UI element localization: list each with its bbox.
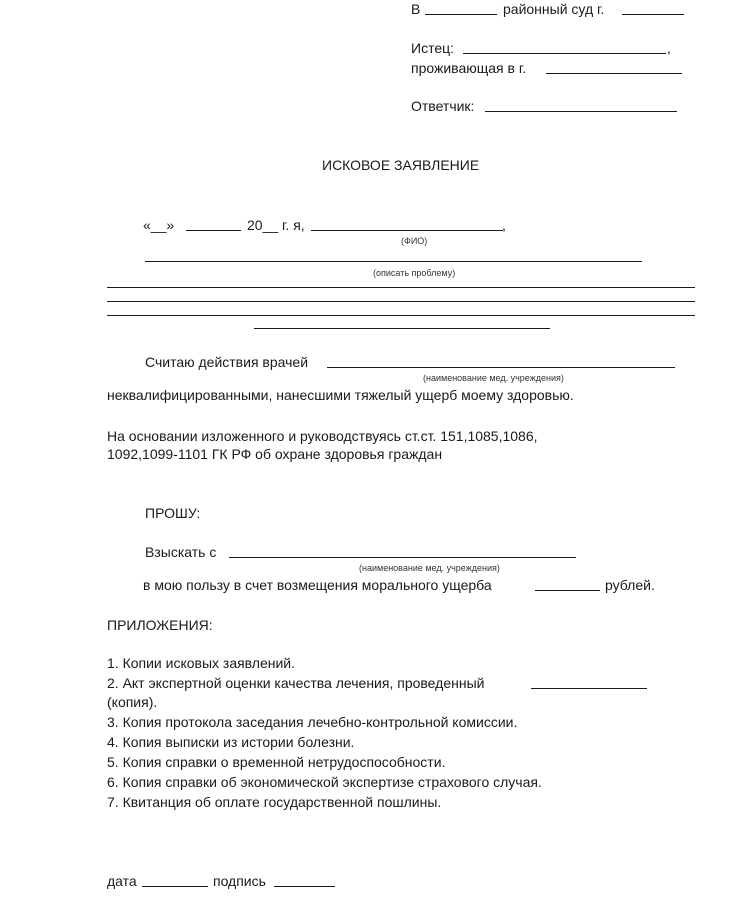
- doctors-continuation: неквалифицированными, нанесшими тяжелый ущерб моему здоровью.: [107, 387, 574, 403]
- doctors-text: Считаю действия врачей: [145, 354, 309, 370]
- fio-caption: (ФИО): [401, 236, 428, 246]
- court-prefix: В: [411, 1, 421, 17]
- date-month-blank[interactable]: [186, 230, 241, 231]
- problem-blank-line-1[interactable]: [145, 261, 642, 262]
- recover-from-blank[interactable]: [229, 557, 576, 558]
- attachment-item: (копия).: [107, 694, 158, 710]
- compensation-text: в мою пользу в счет возмещения морального ущерба: [143, 577, 492, 593]
- attachment-item: 2. Акт экспертной оценки качества лечения, проведенный: [107, 675, 485, 691]
- basis-line-1: На основании изложенного и руководствуясь ст.ст. 151,1085,1086,: [107, 428, 538, 444]
- date-blank[interactable]: [142, 886, 208, 887]
- attachment-item: 7. Квитанция об оплате государственной пошлины.: [107, 794, 442, 810]
- date-quote: «__»: [143, 217, 175, 233]
- problem-blank-line-4[interactable]: [107, 315, 695, 316]
- residence-blank[interactable]: [546, 73, 682, 74]
- defendant-label: Ответчик:: [411, 98, 475, 114]
- attachment-item: 6. Копия справки об экономической экспертизе страхового случая.: [107, 774, 542, 790]
- attachment-item: 5. Копия справки о временной нетрудоспособности.: [107, 754, 446, 770]
- basis-line-2: 1092,1099-1101 ГК РФ об охране здоровья граждан: [107, 446, 443, 462]
- defendant-blank[interactable]: [485, 111, 677, 112]
- page-title: ИСКОВОЕ ЗАЯВЛЕНИЕ: [322, 157, 480, 173]
- attachment-item: 1. Копии исковых заявлений.: [107, 655, 296, 671]
- recover-label: Взыскать с: [145, 544, 217, 560]
- fio-blank[interactable]: [311, 230, 503, 231]
- attachment-item: 4. Копия выписки из истории болезни.: [107, 734, 355, 750]
- compensation-amount-blank[interactable]: [535, 590, 600, 591]
- problem-blank-line-3[interactable]: [107, 301, 695, 302]
- signature-label: подпись: [213, 873, 266, 889]
- attachments-heading: ПРИЛОЖЕНИЯ:: [107, 617, 213, 633]
- problem-blank-line-2[interactable]: [107, 287, 695, 288]
- plaintiff-label: Истец:: [411, 40, 455, 56]
- intro-comma: ,: [502, 217, 506, 233]
- signature-blank[interactable]: [274, 886, 335, 887]
- request-heading: ПРОШУ:: [145, 505, 201, 521]
- court-city-blank[interactable]: [622, 14, 684, 15]
- expert-conductor-blank[interactable]: [531, 688, 647, 689]
- problem-blank-line-5[interactable]: [254, 328, 550, 329]
- residence-label: проживающая в г.: [411, 60, 527, 76]
- year-prefix: 20__ г. я,: [247, 217, 305, 233]
- attachment-item: 3. Копия протокола заседания лечебно-контрольной комиссии.: [107, 714, 518, 730]
- court-middle-text: районный суд г.: [503, 1, 605, 17]
- problem-caption: (описать проблему): [373, 268, 456, 278]
- recover-from-caption: (наименование мед. учреждения): [359, 563, 500, 573]
- plaintiff-name-blank[interactable]: [463, 53, 666, 54]
- medical-institution-blank[interactable]: [327, 367, 675, 368]
- medical-institution-caption: (наименование мед. учреждения): [423, 373, 564, 383]
- date-label: дата: [107, 873, 137, 889]
- plaintiff-comma: ,: [667, 40, 671, 56]
- court-district-blank[interactable]: [425, 14, 497, 15]
- currency-label: рублей.: [605, 577, 655, 593]
